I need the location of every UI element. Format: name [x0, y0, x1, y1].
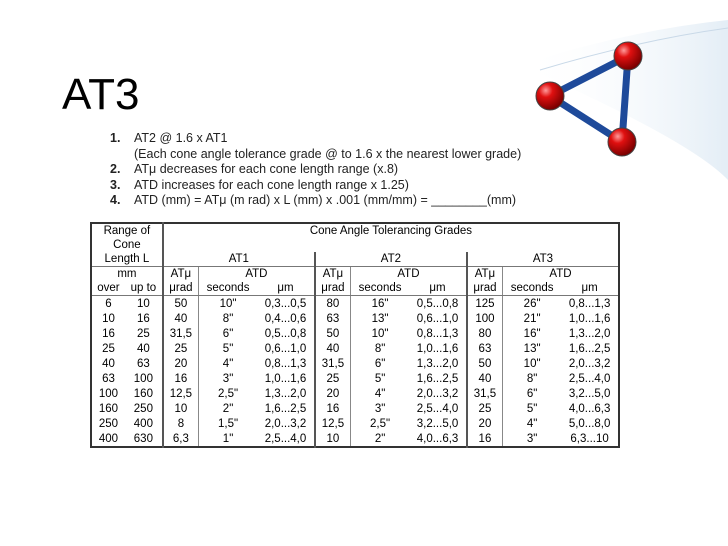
- table-cell: 50: [467, 356, 503, 371]
- table-cell: 0,8...1,3: [264, 357, 307, 370]
- unit-label: up to: [125, 281, 163, 296]
- unit-label: μrad: [163, 281, 199, 296]
- table-cell: 25: [136, 327, 150, 340]
- table-cell: 3": [222, 372, 234, 385]
- unit-label: over: [91, 281, 125, 296]
- molecule-node: [614, 42, 642, 70]
- table-row: [91, 416, 619, 431]
- table-cell: 63: [102, 372, 115, 385]
- table-cell: 8": [222, 312, 234, 325]
- table-cell: 6": [526, 387, 538, 400]
- grade-header: AT1: [163, 252, 315, 267]
- table-cell: 2,0...3,2: [416, 387, 459, 400]
- unit-label: μm: [257, 281, 315, 296]
- unit-label: μm: [409, 281, 467, 296]
- table-cell: 1,6...2,5: [568, 342, 611, 355]
- table-cell: 50: [163, 296, 199, 312]
- table-cell: 1,3...2,0: [416, 357, 459, 370]
- table-cell: 40: [467, 371, 503, 386]
- table-cell: 0,4...0,6: [264, 312, 307, 325]
- table-cell: 13": [523, 342, 541, 355]
- table-cell: 10": [523, 357, 541, 370]
- table-cell: 8: [163, 416, 199, 431]
- table-cell: 50: [315, 326, 351, 341]
- note-item: [110, 162, 580, 178]
- table-cell: 1,3...2,0: [264, 387, 307, 400]
- table-cell: 13": [371, 312, 389, 325]
- table-cell: 31,5: [163, 326, 199, 341]
- table-cell: 2": [374, 432, 386, 445]
- table-cell: 40: [136, 342, 150, 355]
- units-row: [91, 281, 619, 296]
- table-cell: 16: [136, 312, 150, 325]
- table-cell: 2,5...4,0: [264, 432, 307, 445]
- table-cell: 2,5...4,0: [568, 372, 611, 385]
- table-cell: 125: [467, 296, 503, 312]
- note-item: [110, 147, 580, 163]
- table-cell: 1,6...2,5: [264, 402, 307, 415]
- table-cell: 4,0...6,3: [568, 402, 611, 415]
- table-cell: 0,8...1,3: [416, 327, 459, 340]
- table-cell: 400: [98, 432, 119, 445]
- table-cell: 400: [133, 417, 153, 430]
- table-cell: 20: [163, 356, 199, 371]
- table-cell: 6,3: [163, 431, 199, 447]
- table-cell: 16: [102, 327, 115, 340]
- table-cell: 25: [315, 371, 351, 386]
- note-text: ATD increases for each cone length range x 1.25): [134, 177, 409, 192]
- table-cell: 2,0...3,2: [568, 357, 611, 370]
- table-cell: 63: [136, 357, 150, 370]
- table-header-row: [91, 267, 619, 282]
- table-cell: 1": [222, 432, 234, 445]
- note-number: [110, 147, 134, 163]
- atmu-header: ATμ: [467, 267, 503, 282]
- table-row: [91, 311, 619, 326]
- table-cell: 25: [102, 342, 115, 355]
- table-cell: 4": [374, 387, 386, 400]
- unit-label: seconds: [503, 281, 562, 296]
- table-cell: 80: [315, 296, 351, 312]
- table-row: [91, 341, 619, 356]
- table-cell: 10: [163, 401, 199, 416]
- table-cell: 8": [526, 372, 538, 385]
- table-cell: 100: [133, 372, 153, 385]
- table-cell: 6": [222, 327, 234, 340]
- table-cell: 4": [222, 357, 234, 370]
- unit-label: μm: [561, 281, 619, 296]
- table-cell: 8": [374, 342, 386, 355]
- range-label: Cone: [113, 239, 141, 251]
- table-cell: 1,5": [218, 417, 239, 430]
- table-cell: 10: [102, 312, 115, 325]
- table-cell: 25: [467, 401, 503, 416]
- table-cell: 6": [374, 357, 386, 370]
- grade-header: AT2: [315, 252, 467, 267]
- note-text: AT2 @ 1.6 x AT1: [134, 131, 228, 145]
- unit-label: μrad: [315, 281, 351, 296]
- table-cell: 20: [467, 416, 503, 431]
- table-cell: 2,5": [218, 387, 239, 400]
- table-cell: 16: [163, 371, 199, 386]
- table-header-row: [91, 238, 619, 252]
- table-cell: 40: [315, 341, 351, 356]
- table-cell: 10": [371, 327, 389, 340]
- note-item: [110, 178, 580, 194]
- range-label: Length L: [91, 252, 163, 267]
- table-row: [91, 356, 619, 371]
- unit-label: μrad: [467, 281, 503, 296]
- table-row: [91, 326, 619, 341]
- notes-list: [110, 131, 580, 209]
- table-cell: 25: [163, 341, 199, 356]
- table-cell: 0,3...0,5: [264, 297, 307, 310]
- table-cell: 630: [133, 432, 153, 445]
- table-cell: 5,0...8,0: [568, 417, 611, 430]
- table-cell: 63: [467, 341, 503, 356]
- molecule-node: [608, 128, 636, 156]
- table-cell: 12,5: [315, 416, 351, 431]
- table-cell: 5": [526, 402, 538, 415]
- table-row: [91, 371, 619, 386]
- table-cell: 250: [98, 417, 119, 430]
- table-cell: 2,5...4,0: [416, 402, 459, 415]
- table-cell: 100: [98, 387, 119, 400]
- table-cell: 6: [105, 297, 112, 310]
- table-row: [91, 386, 619, 401]
- table-cell: 160: [133, 387, 153, 400]
- table-cell: 16: [315, 401, 351, 416]
- atmu-header: ATμ: [163, 267, 199, 282]
- note-text: (Each cone angle tolerance grade @ to 1.6 x the nearest lower grade): [134, 146, 522, 161]
- atd-header: ATD: [549, 268, 572, 280]
- table-row: [91, 296, 619, 312]
- table-cell: 16": [371, 297, 389, 310]
- table-cell: 5": [374, 372, 386, 385]
- table-cell: 2,5": [370, 417, 391, 430]
- table-cell: 160: [98, 402, 119, 415]
- table-row: [91, 431, 619, 447]
- table-cell: 4": [526, 417, 538, 430]
- table-cell: 16: [467, 431, 503, 447]
- table-cell: 31,5: [315, 356, 351, 371]
- table-cell: 31,5: [467, 386, 503, 401]
- atmu-header: ATμ: [315, 267, 351, 282]
- table-cell: 100: [467, 311, 503, 326]
- table-cell: 250: [133, 402, 153, 415]
- table-cell: 0,6...1,0: [416, 312, 459, 325]
- note-number: 4.: [110, 193, 121, 207]
- table-cell: 12,5: [163, 386, 199, 401]
- table-cell: 80: [467, 326, 503, 341]
- table-cell: 3,2...5,0: [568, 387, 611, 400]
- table-cell: 40: [163, 311, 199, 326]
- table-cell: 21": [523, 312, 541, 325]
- note-item: [110, 131, 580, 147]
- table-cell: 1,0...1,6: [264, 372, 307, 385]
- table-cell: 0,8...1,3: [568, 297, 611, 310]
- table-cell: 2,0...3,2: [264, 417, 307, 430]
- table-cell: 20: [315, 386, 351, 401]
- slide-title: AT3: [62, 70, 140, 119]
- note-number: 3.: [110, 177, 121, 192]
- table-cell: 1,6...2,5: [416, 372, 459, 385]
- table-cell: 1,0...1,6: [416, 342, 459, 355]
- unit-label: seconds: [198, 281, 257, 296]
- table-cell: 3,2...5,0: [416, 417, 459, 430]
- main-header: Cone Angle Tolerancing Grades: [163, 223, 619, 238]
- range-label: Range of: [103, 225, 151, 237]
- atd-header: ATD: [397, 268, 420, 280]
- table-cell: 10: [136, 297, 150, 310]
- unit-label: seconds: [350, 281, 409, 296]
- table-header-row: [91, 252, 619, 267]
- table-row: [91, 401, 619, 416]
- note-item: [110, 193, 580, 209]
- range-label: mm: [117, 268, 137, 280]
- table-cell: 10: [315, 431, 351, 447]
- table-cell: 26": [523, 297, 541, 310]
- table-header-row: [91, 223, 619, 238]
- table-cell: 10": [219, 297, 237, 310]
- table-cell: 0,5...0,8: [264, 327, 307, 340]
- atd-header: ATD: [245, 268, 268, 280]
- table-cell: 1,0...1,6: [568, 312, 611, 325]
- table-cell: 0,5...0,8: [416, 297, 459, 310]
- note-number: 2.: [110, 162, 121, 176]
- note-number: 1.: [110, 131, 121, 145]
- tolerance-table: [90, 222, 620, 448]
- note-text: ATμ decreases for each cone length range (x.8): [134, 162, 399, 176]
- table-cell: 40: [102, 357, 115, 370]
- table-cell: 5": [222, 342, 234, 355]
- molecule-node: [536, 82, 564, 110]
- table-cell: 1,3...2,0: [568, 327, 611, 340]
- table-cell: 63: [315, 311, 351, 326]
- table-cell: 4,0...6,3: [416, 432, 459, 445]
- grade-header: AT3: [467, 252, 619, 267]
- note-text: ATD (mm) = ATμ (m rad) x L (mm) x .001 (mm/mm) = ________(mm): [134, 193, 517, 207]
- table-cell: 3": [374, 402, 386, 415]
- table-cell: 0,6...1,0: [264, 342, 307, 355]
- table-cell: 16": [523, 327, 541, 340]
- table-cell: 3": [526, 432, 538, 445]
- table-cell: 6,3...10: [570, 432, 609, 445]
- table-cell: 2": [222, 402, 234, 415]
